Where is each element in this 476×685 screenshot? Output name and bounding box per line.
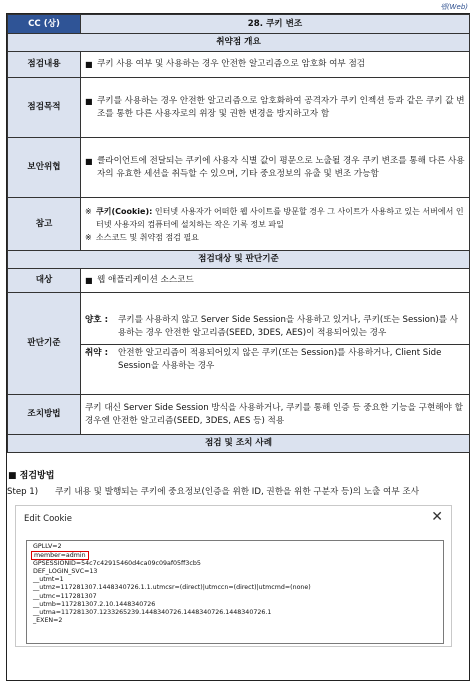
square-bullet-icon: ■ bbox=[85, 276, 93, 285]
note-mark-icon: ※ bbox=[85, 206, 92, 216]
note-mark-icon: ※ bbox=[85, 232, 92, 242]
cookie-textarea[interactable] bbox=[26, 540, 444, 644]
row-check-content bbox=[81, 52, 470, 78]
good-text: 쿠키를 사용하지 않고 Server Side Session을 사용하고 있거나, 쿠키(또는 Session)를 사용하는 경우 안전한 알고리즘(SEED, 3DES, AES)이 적용되어있는 경우 bbox=[118, 315, 459, 338]
row-label-action: 조치방법 bbox=[8, 395, 81, 435]
row-label-check-content: 점검내용 bbox=[8, 52, 81, 78]
row-check-purpose bbox=[81, 78, 470, 138]
good-key: 양호 : bbox=[85, 315, 109, 325]
cookie-line: __utmb=117281307.2.10.1448340726 bbox=[33, 600, 156, 608]
step-text: 쿠키 내용 및 발행되는 쿠키에 중요정보(인증을 위한 ID, 권한을 위한 구분자 등)의 노출 여부 조사 bbox=[55, 487, 419, 497]
cookie-line: __utma=117281307.1233265239.1448340726.1448340726.1448340726.1 bbox=[33, 608, 272, 616]
square-bullet-icon: ■ bbox=[85, 156, 93, 166]
web-category-tag: 웹(Web) bbox=[440, 3, 468, 11]
dialog-title: Edit Cookie bbox=[24, 514, 73, 524]
check-purpose-text: 쿠키를 사용하는 경우 안전한 알고리즘으로 암호화하여 공격자가 쿠키 인젝션 등과 같은 쿠키 값 변조를 통한 다른 사용자로의 위장 및 권한 변경을 방지하고자 함 bbox=[97, 95, 465, 119]
criteria-vulnerable bbox=[85, 345, 465, 375]
method-section bbox=[7, 466, 469, 499]
vulnerable-text: 안전한 알고리즘이 적용되어있지 않은 쿠키(또는 Session)를 사용하거나, Client Side Session을 사용하는 경우 bbox=[118, 348, 442, 371]
row-label-target: 대상 bbox=[8, 269, 81, 293]
cookie-line: __utmz=117281307.1448340726.1.1.utmcsr=(direct)|utmccn=(direct)|utmcmd=(none) bbox=[33, 584, 311, 592]
cookie-line: GPLLV=2 bbox=[33, 543, 62, 550]
square-bullet-icon: ■ bbox=[85, 60, 93, 69]
cookie-line: __utmc=117281307 bbox=[33, 592, 97, 600]
section-cases-title: 점검 및 조치 사례 bbox=[8, 435, 470, 453]
reference-note: 소스코드 및 취약점 점검 필요 bbox=[96, 232, 199, 242]
section-overview-title: 취약점 개요 bbox=[8, 34, 470, 52]
cookie-definition: 인터넷 사용자가 어떠한 웹 사이트를 방문할 경우 그 사이트가 사용하고 있는 서버에서 인터넷 사용자의 컴퓨터에 설치하는 작은 기록 정보 파일 bbox=[96, 206, 464, 229]
row-label-check-purpose: 점검목적 bbox=[8, 78, 81, 138]
row-label-reference: 참고 bbox=[8, 198, 81, 251]
vulnerability-table bbox=[7, 14, 470, 453]
close-icon[interactable]: ✕ bbox=[431, 509, 443, 525]
cookie-line: GPSESSIONID=54c7c42915460d4ca09c09af05ff3cb5 bbox=[33, 560, 201, 568]
row-judgment bbox=[81, 293, 470, 395]
edit-cookie-dialog bbox=[15, 505, 452, 647]
section-criteria-title: 점검대상 및 판단기준 bbox=[8, 251, 470, 269]
row-security-threat bbox=[81, 138, 470, 198]
method-title: ■ 점검방법 bbox=[8, 471, 55, 481]
step-1 bbox=[7, 485, 469, 499]
cookie-line: DEF_LOGIN_SVC=13 bbox=[33, 568, 98, 576]
item-title: 28. 쿠키 변조 bbox=[81, 15, 470, 34]
row-label-judgment: 판단기준 bbox=[8, 293, 81, 395]
row-target bbox=[81, 269, 470, 293]
criteria-good bbox=[85, 312, 465, 342]
cookie-line: __utmt=1 bbox=[33, 576, 64, 584]
row-action: 쿠키 대신 Server Side Session 방식을 사용하거나, 쿠키를 통해 인증 등 중요한 기능을 구현해야 할 경우엔 안전한 알고리즘(SEED, 3DES, AES 등) 적용 bbox=[81, 395, 470, 435]
cookie-line: _EXEN=2 bbox=[33, 616, 63, 624]
vulnerable-key: 취약 : bbox=[85, 348, 109, 358]
security-threat-text: 클라이언트에 전달되는 쿠키에 사용자 식별 값이 평문으로 노출될 경우 쿠키 변조를 통해 다른 사용자의 유효한 세션을 취득할 수 있으며, 기타 중요정보의 유출 및 변조 가능함 bbox=[97, 155, 465, 179]
check-content-text: 쿠키 사용 여부 및 사용하는 경우 안전한 알고리즘으로 암호화 여부 점검 bbox=[97, 59, 366, 69]
row-label-security-threat: 보안위협 bbox=[8, 138, 81, 198]
item-id: CC (상) bbox=[8, 15, 81, 34]
square-bullet-icon: ■ bbox=[85, 96, 93, 106]
row-reference bbox=[81, 198, 470, 251]
cookie-term: 쿠키(Cookie): bbox=[96, 206, 153, 216]
step-label: Step 1) bbox=[7, 487, 39, 497]
highlighted-cookie-line: member=admin bbox=[31, 551, 89, 560]
target-text: 웹 애플리케이션 소스코드 bbox=[97, 275, 194, 285]
